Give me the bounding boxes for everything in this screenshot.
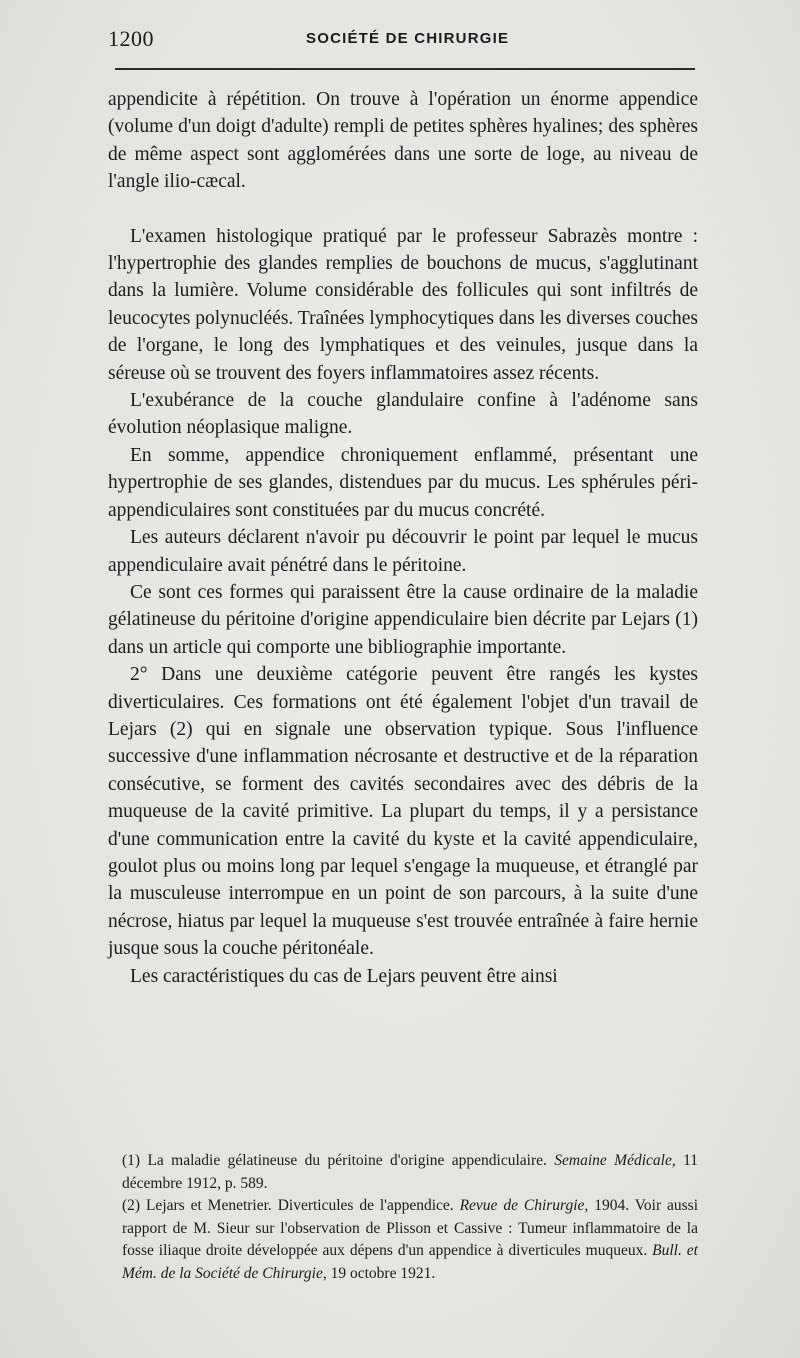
paragraph-5: Les auteurs déclarent n'avoir pu découvrir le point par lequel le mucus appendiculaire avait pénétré dans le péritoine. bbox=[108, 527, 698, 576]
footnotes bbox=[122, 1150, 698, 1285]
footnote-2-text: (2) Lejars et Menetrier. Diverticules de l'appendice. bbox=[122, 1197, 454, 1214]
footnote-2-date: 19 octobre 1921. bbox=[330, 1264, 436, 1282]
paragraph-4: En somme, appendice chroniquement enflammé, présentant une hypertrophie de ses glandes, distendues par du mucus. Les sphérules péri-appendiculaires sont constituées par du mucus concrété. bbox=[108, 444, 698, 521]
paragraph-7: 2° Dans une deuxième catégorie peuvent être rangés les kystes diverticulaires. Ces formations ont été également l'objet d'un travail de Lejars (2) qui en signale une observation typique. Sous l'influence successive d'une inflammation nécrosante et destructive et de la réparation consécutive, se forment des cavités secondaires avec des débris de la muqueuse de la cavité primitive. La plupart du temps, il y a persistance d'une communication entre la cavité du kyste et la cavité appendiculaire, goulot plus ou moins long par lequel s'engage la muqueuse, et étranglé par la musculeuse interrompue en un point de son parcours, à la suite d'une nécrose, hiatus par lequel la muqueuse s'est trouvée entraînée à faire hernie jusque sous la couche péritonéale. bbox=[108, 664, 698, 960]
footnote-1-journal: Semaine Médicale, bbox=[554, 1152, 676, 1169]
footnote-2 bbox=[122, 1195, 698, 1285]
page-header bbox=[108, 26, 698, 56]
footnote-2-journal: Revue de Chirurgie, bbox=[459, 1197, 589, 1214]
footnote-1-text: (1) La maladie gélatineuse du péritoine d'origine appendiculaire. bbox=[122, 1152, 547, 1169]
body-text bbox=[108, 86, 698, 990]
paragraph-2: L'examen histologique pratiqué par le professeur Sabrazès montre : l'hypertrophie des glandes remplies de bouchons de mucus, s'agglutinant dans la lumière. Volume considérable des follicules qui sont infiltrés de leucocytes polynucléés. Traînées lymphocytiques dans les diverses couches de l'organe, le long des lymphatiques et des veinules, jusque dans la séreuse où se trouvent des foyers inflammatoires assez récents. bbox=[108, 225, 698, 384]
footnote-1-ref: 11 décembre 1912, p. 589. bbox=[122, 1152, 699, 1192]
paragraph-6: Ce sont ces formes qui paraissent être la cause ordinaire de la maladie gélatineuse du péritoine d'origine appendiculaire bien décrite par Lejars (1) dans un article qui comporte une bibliographie importante. bbox=[108, 581, 698, 658]
footnote-2-ref: 1904. Voir aussi rapport de M. Sieur sur l'observation de Plisson et Cassive : Tumeur inflammatoire de la fosse iliaque droite développée aux dépens d'un appendice à diverticules muqueux. bbox=[122, 1197, 699, 1259]
paragraph-1: appendicite à répétition. On trouve à l'opération un énorme appendice (volume d'un doigt d'adulte) rempli de petites sphères hyalines; des sphères de même aspect sont agglomérées dans une sorte de loge, au niveau de l'angle ilio-cæcal. bbox=[108, 89, 698, 193]
footnote-2-bulletin: Bull. et Mém. de la Société de Chirurgie, bbox=[122, 1242, 698, 1282]
paragraph-8: Les caractéristiques du cas de Lejars peuvent être ainsi bbox=[130, 965, 558, 987]
header-rule bbox=[115, 68, 695, 70]
page-number: 1200 bbox=[108, 26, 154, 51]
footnote-1 bbox=[122, 1150, 698, 1195]
running-title: SOCIÉTÉ DE CHIRURGIE bbox=[306, 30, 510, 47]
paragraph-3: L'exubérance de la couche glandulaire confine à l'adénome sans évolution néoplasique maligne. bbox=[108, 390, 698, 439]
